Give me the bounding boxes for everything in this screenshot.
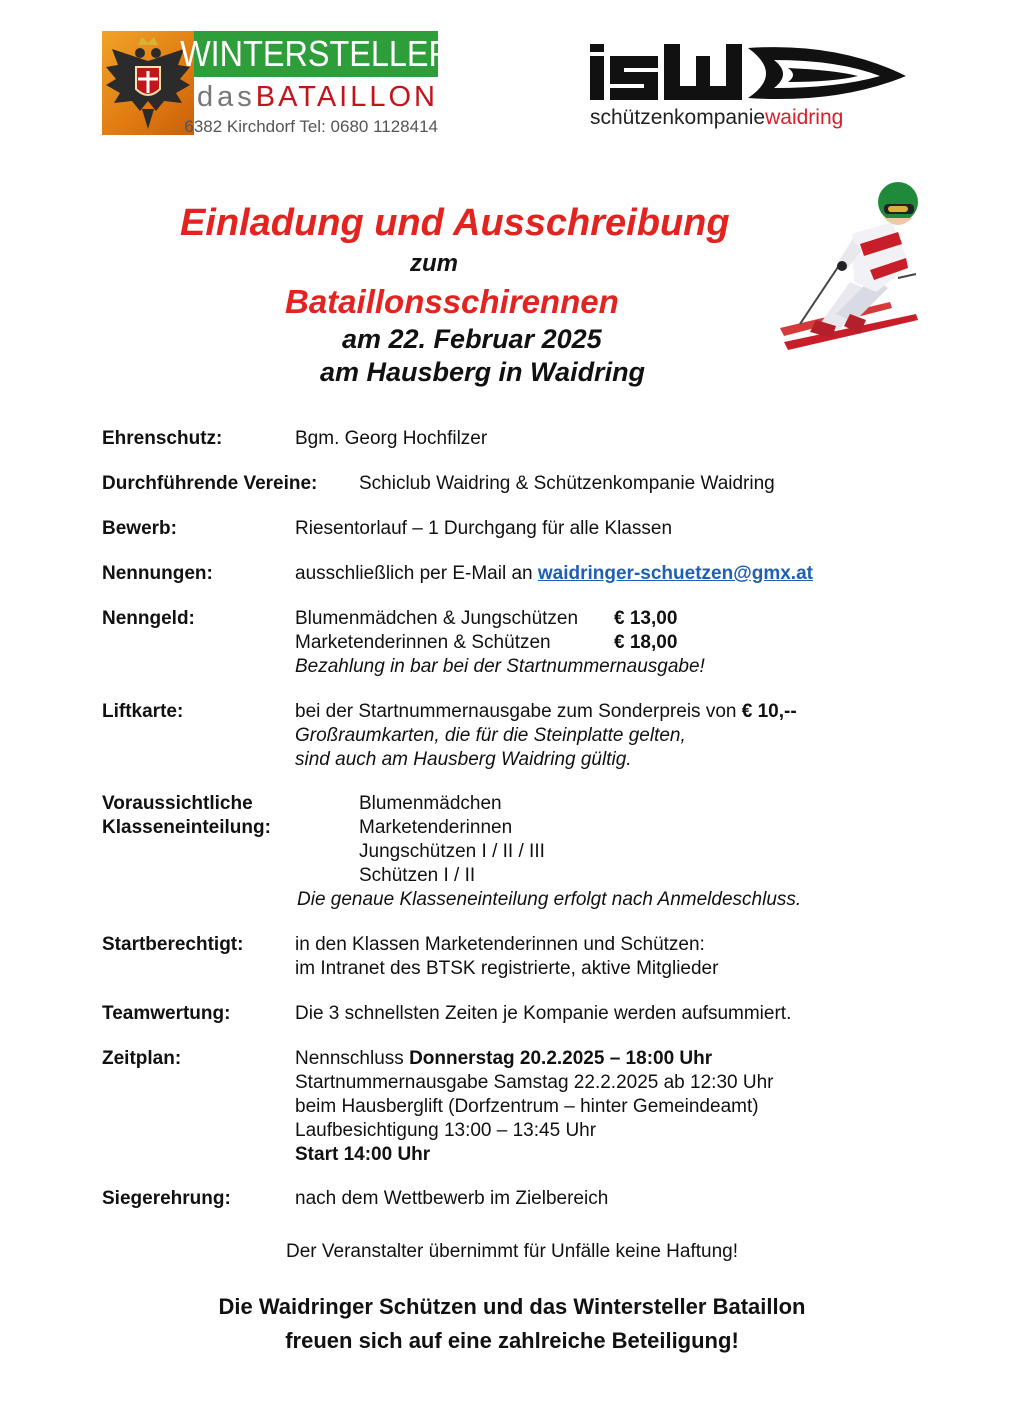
klasse-item: Schützen I / II (359, 865, 476, 886)
nenngeld-line2: Marketenderinnen & Schützen (295, 632, 551, 653)
title-bataillonsschirennen: Bataillonsschirennen (285, 283, 619, 320)
klassen-note: Die genaue Klasseneinteilung erfolgt nach Anmeldeschluss. (297, 889, 802, 910)
zeitplan-nennschluss-date: Donnerstag 20.2.2025 – 18:00 Uhr (409, 1048, 713, 1069)
wintersteller-name: WINTERSTELLER (180, 33, 452, 74)
label-siegerehrung: Siegerehrung: (102, 1188, 231, 1209)
klasse-item: Marketenderinnen (359, 817, 513, 838)
title-zum: zum (410, 250, 458, 277)
klasse-item: Jungschützen I / II / III (359, 841, 545, 862)
label-zeitplan: Zeitplan: (102, 1048, 182, 1069)
schuetzenkompanie-word: schützenkompanie (590, 106, 766, 129)
label-liftkarte: Liftkarte: (102, 701, 184, 722)
schuetzenkompanie-text (590, 106, 908, 130)
value-bewerb: Riesentorlauf – 1 Durchgang für alle Klassen (295, 518, 673, 539)
nenngeld-line1: Blumenmädchen & Jungschützen (295, 608, 579, 629)
closing-line-2: freuen sich auf eine zahlreiche Beteiligung! (285, 1328, 739, 1353)
value-teamwertung: Die 3 schnellsten Zeiten je Kompanie werden aufsummiert. (295, 1003, 792, 1024)
title-date: am 22. Februar 2025 (342, 324, 602, 354)
value-ehrenschutz: Bgm. Georg Hochfilzer (295, 428, 488, 449)
bataillon-text: BATAILLON (255, 81, 438, 113)
logo-address: 6382 Kirchdorf Tel: 0680 1128414 (184, 117, 438, 136)
das-bataillon-text (180, 81, 438, 115)
value-nennungen (295, 562, 813, 586)
label-startberechtigt: Startberechtigt: (102, 934, 244, 955)
label-nenngeld: Nenngeld: (102, 608, 195, 629)
das-text: das (196, 81, 256, 113)
zeitplan-line2: Startnummernausgabe Samstag 22.2.2025 ab 12:30 Uhr (295, 1072, 774, 1093)
zeitplan-line4: Laufbesichtigung 13:00 – 13:45 Uhr (295, 1120, 597, 1141)
label-vereine: Durchführende Vereine: (102, 473, 318, 494)
wintersteller-logo (102, 31, 452, 136)
closing-line-1: Die Waidringer Schützen und das Wintersteller Bataillon (218, 1294, 806, 1319)
zeitplan-start: Start 14:00 Uhr (295, 1144, 431, 1165)
startberechtigt-line2: im Intranet des BTSK registrierte, aktive Mitglieder (295, 958, 719, 979)
zeitplan-nennschluss: Nennschluss (295, 1048, 410, 1069)
closing-text (0, 1290, 1024, 1358)
disclaimer: Der Veranstalter übernimmt für Unfälle keine Haftung! (286, 1241, 738, 1262)
value-vereine: Schiclub Waidring & Schützenkompanie Waidring (359, 473, 775, 494)
title-location: am Hausberg in Waidring (320, 357, 646, 387)
klasse-item: Blumenmädchen (359, 793, 502, 814)
nenngeld-price2: € 18,00 (614, 632, 678, 653)
startberechtigt-line1: in den Klassen Marketenderinnen und Schützen: (295, 934, 705, 955)
liftkarte-text: bei der Startnummernausgabe zum Sonderpreis von (295, 701, 742, 722)
label-ehrenschutz: Ehrenschutz: (102, 428, 223, 449)
zeitplan-line1 (295, 1047, 712, 1071)
skier-image (780, 174, 922, 356)
nenngeld-price1: € 13,00 (614, 608, 678, 629)
label-klassen-1: Voraussichtliche (102, 793, 253, 814)
isw-mark-icon (588, 38, 908, 111)
liftkarte-note1: Großraumkarten, die für die Steinplatte gelten, (295, 725, 686, 746)
liftkarte-price: € 10,-- (741, 701, 797, 722)
nennungen-text: ausschließlich per E-Mail an (295, 563, 538, 584)
liftkarte-line1 (295, 700, 797, 724)
email-link[interactable]: waidringer-schuetzen@gmx.at (537, 563, 813, 584)
label-teamwertung: Teamwertung: (102, 1003, 231, 1024)
zeitplan-line3: beim Hausberglift (Dorfzentrum – hinter Gemeindeamt) (295, 1096, 759, 1117)
label-klassen-2: Klasseneinteilung: (102, 817, 271, 838)
nenngeld-note: Bezahlung in bar bei der Startnummernausgabe! (295, 656, 705, 677)
title-einladung: Einladung und Ausschreibung (180, 202, 730, 244)
waidring-word: waidring (765, 106, 844, 129)
schuetzenkompanie-logo (588, 38, 908, 130)
label-bewerb: Bewerb: (102, 518, 177, 539)
label-nennungen: Nennungen: (102, 563, 213, 584)
wintersteller-banner (180, 31, 452, 77)
liftkarte-note2: sind auch am Hausberg Waidring gültig. (295, 749, 632, 770)
value-siegerehrung: nach dem Wettbewerb im Zielbereich (295, 1188, 609, 1209)
